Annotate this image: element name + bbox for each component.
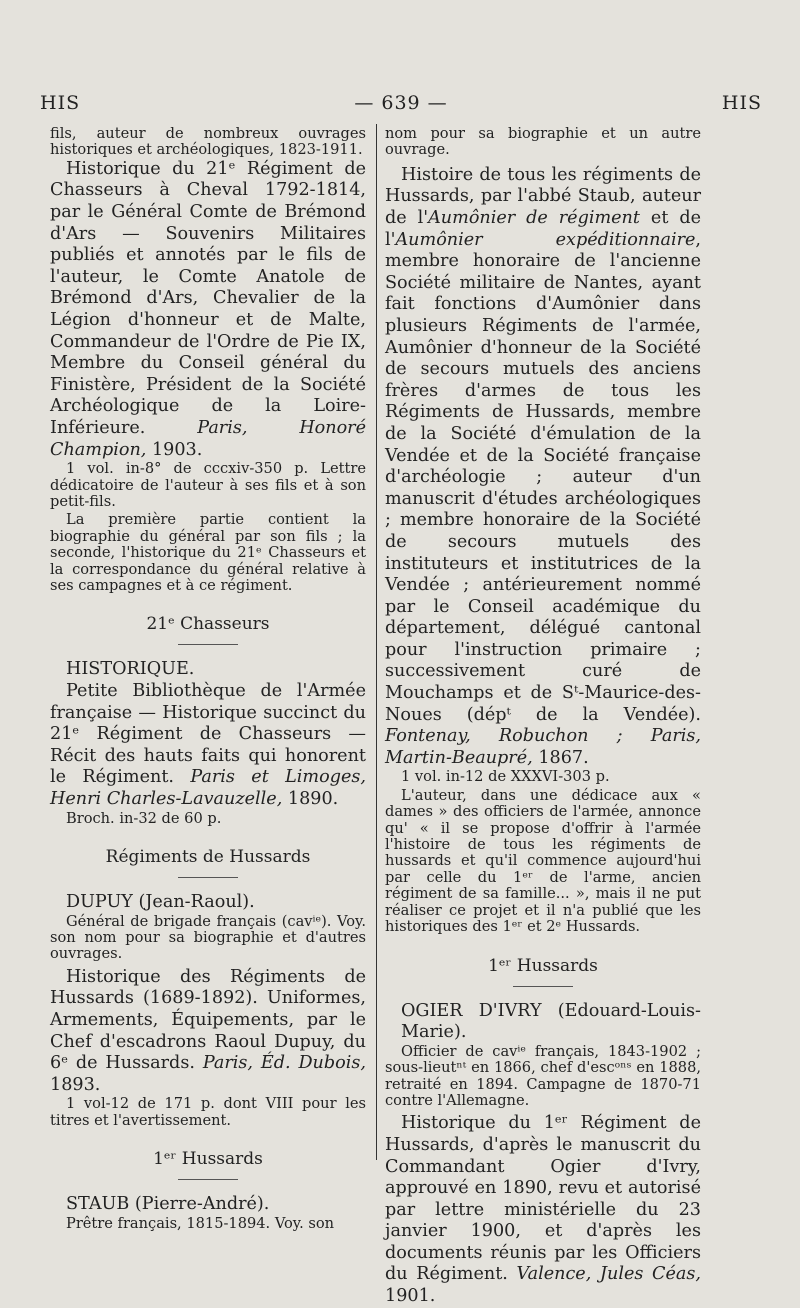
entry-year: 1901. bbox=[385, 1286, 436, 1307]
entry-title-ogier bbox=[385, 1113, 701, 1307]
entry-volume: 1 vol-12 de 171 p. dont VIII pour les titres et l'avertissement. bbox=[50, 1095, 366, 1129]
entry-continuation: nom pour sa biographie et un autre ouvrage. bbox=[385, 125, 701, 159]
entry-text: , membre honoraire de l'ancienne Société militaire de Nantes, ayant fait fonctions d'Aumônier dans plusieurs Régiments de l'armée, Aumônier d'honneur de la Société de secours mutuels des anciens frères d'armes de tous les Régiments de Hussards, membre de la Société d'émulation de la Vendée et de la Société française d'archéologie ; auteur d'un manuscrit d'études archéologiques ; membre honoraire de la Société de secours mutuels des instituteurs et institutrices de la Vendée ; antérieurement nommé par le Conseil académique du département, délégué cantonal pour l'instruction primaire ; successivement curé de Mouchamps et de Sᵗ-Maurice-des-Noues (dépᵗ de la Vendée). bbox=[385, 229, 701, 725]
entry-note: L'auteur, dans une dédicace aux « dames » des officiers de l'armée, annonce qu' « il se propose d'offrir à l'armée l'histoire de tous les régiments de hussards et qu'il commence aujourd'hui par celle du 1ᵉʳ de l'arme, ancien régiment de sa famille... », mais il ne put réaliser ce projet et il n'a publié que les historiques des 1ᵉʳ et 2ᵉ Hussards. bbox=[385, 786, 701, 936]
entry-author-staub: STAUB (Pierre-André). bbox=[66, 1194, 270, 1215]
entry-title-staub bbox=[385, 165, 701, 770]
entry-title-historique bbox=[50, 681, 366, 811]
entry-publisher: Paris, Honoré Champion, bbox=[50, 417, 366, 460]
page-number: — 639 — bbox=[354, 92, 448, 114]
entry-volume: 1 vol. in-12 de XXXVI-303 p. bbox=[401, 768, 610, 786]
left-column bbox=[50, 126, 366, 1232]
section-heading-1er-hussards: 1ᵉʳ Hussards bbox=[488, 955, 598, 976]
entry-volume: Broch. in-32 de 60 p. bbox=[66, 809, 222, 827]
entry-text: Petite Bibliothèque de l'Armée française — Historique succinct du 21ᵉ Régiment de Chasseurs — Récit des hauts faits qui honorent le Régiment. bbox=[50, 680, 366, 788]
entry-heading-historique: HISTORIQUE. bbox=[66, 659, 195, 680]
entry-title-bremond bbox=[50, 159, 366, 461]
entry-year: 1867. bbox=[538, 747, 589, 768]
entry-text: Historique du 1ᵉʳ Régiment de Hussards, d'après le manuscrit du Commandant Ogier d'Ivry, approuvé en 1890, revu et autorisé par lettre ministérielle du 23 janvier 1900, et d'après les documents réunis par les Officiers du Régiment. bbox=[385, 1113, 701, 1285]
entry-bio: Général de brigade français (cavⁱᵉ). Voy. son nom pour sa biographie et d'autres ouvrages. bbox=[50, 912, 366, 963]
section-rule bbox=[178, 644, 238, 645]
section-heading-regiments-hussards: Régiments de Hussards bbox=[105, 846, 311, 867]
running-head-right: HIS bbox=[721, 92, 762, 114]
entry-year: 1893. bbox=[50, 1074, 101, 1095]
entry-work-title: Aumônier de régiment bbox=[428, 208, 640, 228]
entry-volume: 1 vol. in-8° de cccxiv-350 p. Lettre dédicatoire de l'auteur à ses fils et à son petit-fils. bbox=[50, 460, 366, 510]
column-divider bbox=[376, 124, 377, 1160]
entry-publisher: Fontenay, Robuchon ; Paris, Martin-Beaupré, bbox=[385, 726, 701, 768]
section-rule bbox=[178, 877, 238, 878]
right-column bbox=[385, 126, 701, 1308]
entry-publisher: Valence, Jules Céas, bbox=[516, 1264, 701, 1285]
entry-text: Historique du 21ᵉ Régiment de Chasseurs à Cheval 1792-1814, par le Général Comte de Brémond d'Ars — Souvenirs Militaires publiés et annotés par le fils de l'auteur, le Comte Anatole de Brémond d'Ars, Chevalier de la Légion d'honneur et de Malte, Commandeur de l'Ordre de Pie IX, Membre du Conseil général du Finistère, Président de la Société Archéologique de la Loire-Inférieure. bbox=[50, 158, 366, 438]
entry-publisher: Paris, Éd. Dubois, bbox=[202, 1053, 366, 1074]
entry-text: et de l' bbox=[385, 208, 702, 250]
entry-note: La première partie contient la biographie du général par son fils ; la seconde, l'historique du 21ᵉ Chasseurs et la correspondance du général relative à ses campagnes et à ce régiment. bbox=[50, 511, 366, 594]
entry-author-ogier: OGIER D'IVRY (Edouard-Louis-Marie). bbox=[401, 1000, 701, 1043]
entry-text: Historique des Régiments de Hussards (1689-1892). Uniformes, Armements, Équipements, par le Chef d'escadrons Raoul Dupuy, du 6ᵉ de Hussards. bbox=[50, 966, 366, 1074]
entry-year: 1903. bbox=[151, 439, 203, 460]
section-heading-21-chasseurs: 21ᵉ Chasseurs bbox=[146, 614, 270, 635]
entry-text: Histoire de tous les régiments de Hussards, par l'abbé Staub, auteur de l' bbox=[385, 164, 701, 228]
entry-title-dupuy bbox=[50, 967, 366, 1097]
section-heading-1er-hussards: 1ᵉʳ Hussards bbox=[153, 1149, 263, 1170]
page-header bbox=[40, 92, 762, 120]
entry-year: 1890. bbox=[287, 788, 339, 809]
entry-work-title: Aumônier expéditionnaire bbox=[395, 229, 696, 250]
entry-author-dupuy: DUPUY (Jean-Raoul). bbox=[66, 891, 255, 912]
entry-publisher: Paris et Limoges, Henri Charles-Lavauzelle, bbox=[50, 767, 366, 809]
entry-continuation: fils, auteur de nombreux ouvrages historiques et archéologiques, 1823-1911. bbox=[50, 125, 366, 159]
section-rule bbox=[513, 986, 573, 987]
entry-bio: Officier de cavⁱᵉ français, 1843-1902 ; sous-lieutⁿᵗ en 1866, chef d'escᵒⁿˢ en 1888, retraité en 1894. Campagne de 1870-71 contre l'Allemagne. bbox=[385, 1042, 701, 1109]
section-rule bbox=[178, 1179, 238, 1180]
running-head-left: HIS bbox=[40, 92, 81, 114]
entry-bio: Prêtre français, 1815-1894. Voy. son bbox=[66, 1214, 335, 1232]
